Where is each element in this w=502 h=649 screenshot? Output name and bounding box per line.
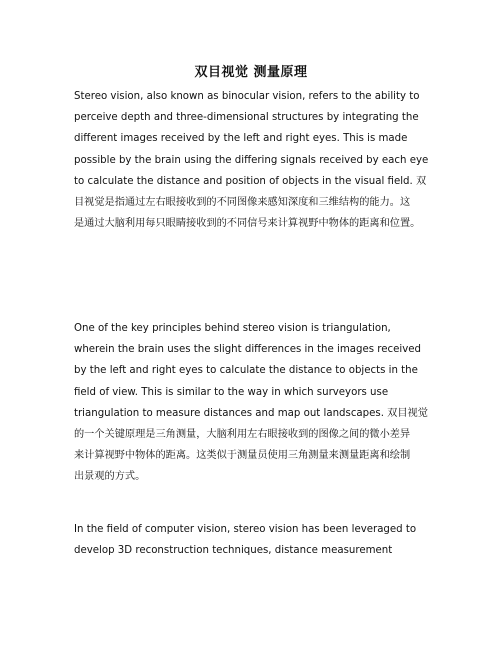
paragraph-line: possible by the brain using the differing signals received by each eye (74, 154, 429, 166)
paragraph-line: to calculate the distance and position of objects in the visual field. 双 (74, 175, 427, 187)
paragraph-line: triangulation to measure distances and map out landscapes. 双目视觉 (74, 407, 428, 419)
document-title: 双目视觉 测量原理 (194, 65, 308, 80)
paragraph-line: different images received by the left and right eyes. This is made (74, 133, 408, 145)
paragraph-line: by the left and right eyes to calculate the distance to objects in the (74, 365, 418, 377)
paragraph-line: One of the key principles behind stereo vision is triangulation, (74, 323, 391, 334)
paragraph-1 (74, 86, 444, 234)
paragraph-line: field of view. This is similar to the way in which surveyors use (74, 386, 389, 398)
paragraph-line: 是通过大脑利用每只眼睛接收到的不同信号来计算视野中物体的距离和位置。 (74, 218, 421, 230)
paragraph-line: In the field of computer vision, stereo vision has been leveraged to (74, 524, 417, 535)
paragraph-line: 目视觉是指通过左右眼接收到的不同图像来感知深度和三维结构的能力。这 (74, 196, 411, 208)
paragraph-line: develop 3D reconstruction techniques, distance measurement (74, 545, 393, 557)
paragraph-line: Stereo vision, also known as binocular vision, refers to the ability to (74, 91, 420, 102)
paragraph-line: 的一个关键原理是三角测量，大脑利用左右眼接收到的图像之间的微小差异 (74, 428, 411, 440)
paragraph-line: perceive depth and three-dimensional structures by integrating the (74, 112, 419, 124)
paragraph-3 (74, 519, 444, 561)
paragraph-line: 出景观的方式。 (74, 471, 146, 483)
paragraph-line: wherein the brain uses the slight differences in the images received (74, 344, 421, 356)
paragraph-line: 来计算视野中物体的距离。这类似于测量员使用三角测量来测量距离和绘制 (74, 450, 411, 462)
paragraph-2 (74, 318, 444, 488)
